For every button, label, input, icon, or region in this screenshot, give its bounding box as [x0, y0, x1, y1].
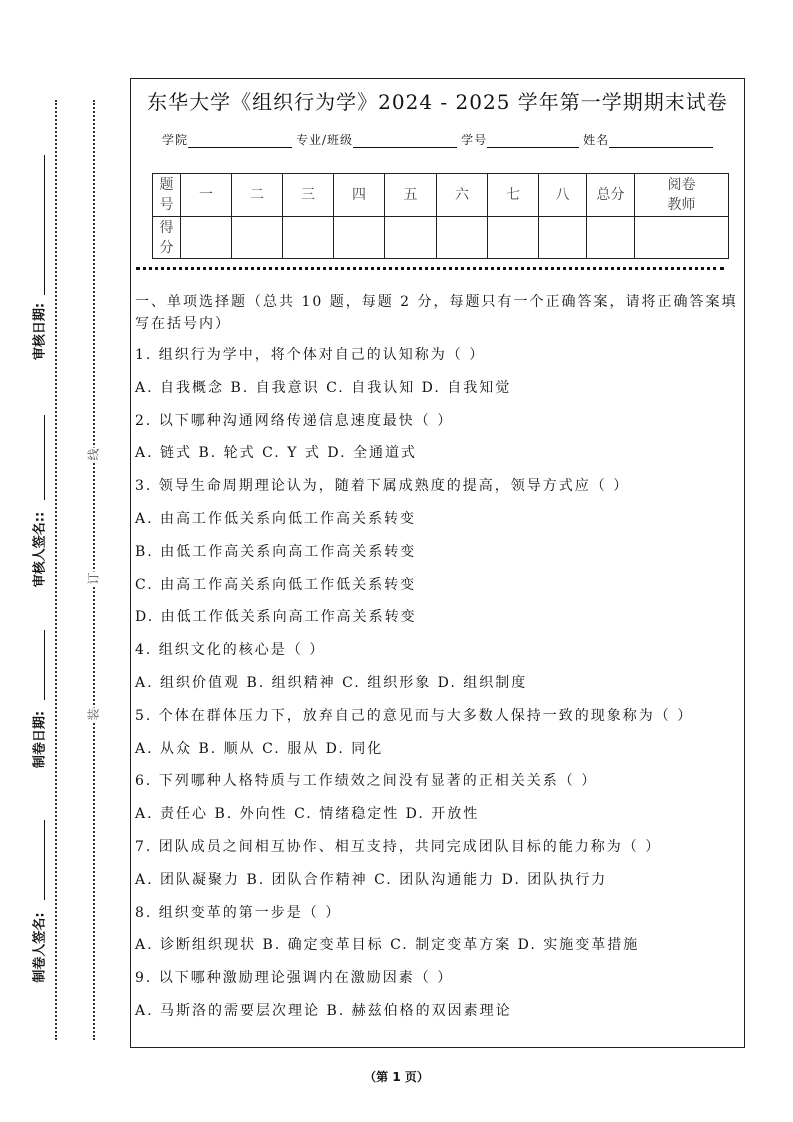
column-header: 七 [488, 174, 539, 217]
column-header: 四 [334, 174, 385, 217]
question-text: 2. 以下哪种沟通网络传递信息速度最快（ ） [135, 412, 454, 429]
answer-options: A. 团队凝聚力 B. 团队合作精神 C. 团队沟通能力 D. 团队执行力 [135, 871, 608, 888]
question-text: 5. 个体在群体压力下，放弃自己的意见而与大多数人保持一致的现象称为（ ） [135, 707, 694, 724]
answer-options: B. 由低工作高关系向高工作高关系转变 [135, 543, 417, 560]
prepare-date-label: 制卷日期: [32, 710, 48, 769]
score-cell[interactable] [334, 217, 385, 259]
score-cell[interactable] [539, 217, 587, 259]
score-table [152, 173, 729, 259]
reviewer-signature-label: 审核人签名:: [32, 511, 48, 588]
question-text: 3. 领导生命周期理论认为，随着下属成熟度的提高，领导方式应（ ） [135, 478, 630, 495]
answer-options: A. 自我概念 B. 自我意识 C. 自我认知 D. 自我知觉 [135, 379, 512, 396]
student-id-field[interactable] [487, 133, 579, 148]
preparer-signature-label: 制卷人签名: [32, 912, 48, 983]
binding-mark-zhuang: 装 [86, 708, 101, 721]
question-text: 1. 组织行为学中，将个体对自己的认知称为（ ） [135, 347, 486, 363]
binding-line [93, 100, 95, 1040]
answer-options: A. 责任心 B. 外向性 C. 情绪稳定性 D. 开放性 [135, 806, 480, 823]
exam-title: 东华大学《组织行为学》2024 - 2025 学年第一学期期末试卷 [147, 90, 728, 114]
name-label: 姓名 [583, 133, 610, 147]
name-field[interactable] [609, 133, 713, 148]
dotted-separator [136, 267, 724, 270]
score-cell[interactable] [283, 217, 334, 259]
answer-options: A. 诊断组织现状 B. 确定变革目标 C. 制定变革方案 D. 实施变革措施 [135, 937, 640, 954]
major-class-field[interactable] [353, 133, 457, 148]
question-text: 8. 组织变革的第一步是（ ） [135, 904, 342, 921]
major-class-label: 专业/班级 [296, 133, 354, 147]
score-cell[interactable] [437, 217, 488, 259]
grader-header: 阅卷教师 [635, 174, 729, 217]
answer-options: A. 从众 B. 顺从 C. 服从 D. 同化 [135, 740, 384, 757]
question-text: 9. 以下哪种激励理论强调内在激励因素（ ） [135, 970, 454, 987]
score-cell[interactable] [635, 217, 729, 259]
column-header: 五 [385, 174, 437, 217]
student-info-row [162, 131, 717, 148]
column-header: 三 [283, 174, 334, 217]
review-date-label: 审核日期: [32, 302, 48, 361]
college-label: 学院 [162, 133, 189, 147]
question-text: 7. 团队成员之间相互协作、相互支持，共同完成团队目标的能力称为（ ） [135, 839, 662, 855]
score-cell[interactable] [488, 217, 539, 259]
score-cell[interactable] [587, 217, 635, 259]
column-header: 八 [539, 174, 587, 217]
signature-line [44, 415, 45, 500]
column-header: 一 [181, 174, 232, 217]
college-field[interactable] [188, 133, 292, 148]
score-row-header: 得分 [153, 217, 181, 259]
binding-mark-ding: 订 [86, 572, 101, 585]
column-header: 二 [232, 174, 283, 217]
answer-options: A. 由高工作低关系向低工作高关系转变 [135, 511, 417, 527]
column-header: 六 [437, 174, 488, 217]
section-heading: 一、单项选择题（总共 10 题，每题 2 分，每题只有一个正确答案，请将正确答案填 [135, 294, 738, 310]
question-text: 6. 下列哪种人格特质与工作绩效之间没有显著的正相关关系（ ） [135, 773, 598, 790]
question-number-header: 题号 [153, 174, 181, 217]
answer-options: A. 链式 B. 轮式 C. Y 式 D. 全通道式 [135, 445, 417, 462]
score-cell[interactable] [385, 217, 437, 259]
score-cell[interactable] [181, 217, 232, 259]
student-id-label: 学号 [461, 133, 488, 147]
section-heading-cont: 写在括号内） [135, 316, 231, 332]
cut-line-outer [55, 100, 57, 1040]
question-text: 4. 组织文化的核心是（ ） [135, 642, 326, 659]
page-number: （第 1 页） [364, 1070, 429, 1084]
score-cell[interactable] [232, 217, 283, 259]
signature-line [44, 820, 45, 900]
binding-mark-xian: 线 [86, 448, 101, 461]
total-header: 总分 [587, 174, 635, 217]
answer-options: A. 组织价值观 B. 组织精神 C. 组织形象 D. 组织制度 [135, 675, 528, 691]
answer-options: D. 由低工作低关系向高工作高关系转变 [135, 609, 417, 626]
signature-line [44, 155, 45, 295]
answer-options: A. 马斯洛的需要层次理论 B. 赫兹伯格的双因素理论 [135, 1003, 512, 1019]
answer-options: C. 由高工作高关系向低工作低关系转变 [135, 576, 417, 593]
